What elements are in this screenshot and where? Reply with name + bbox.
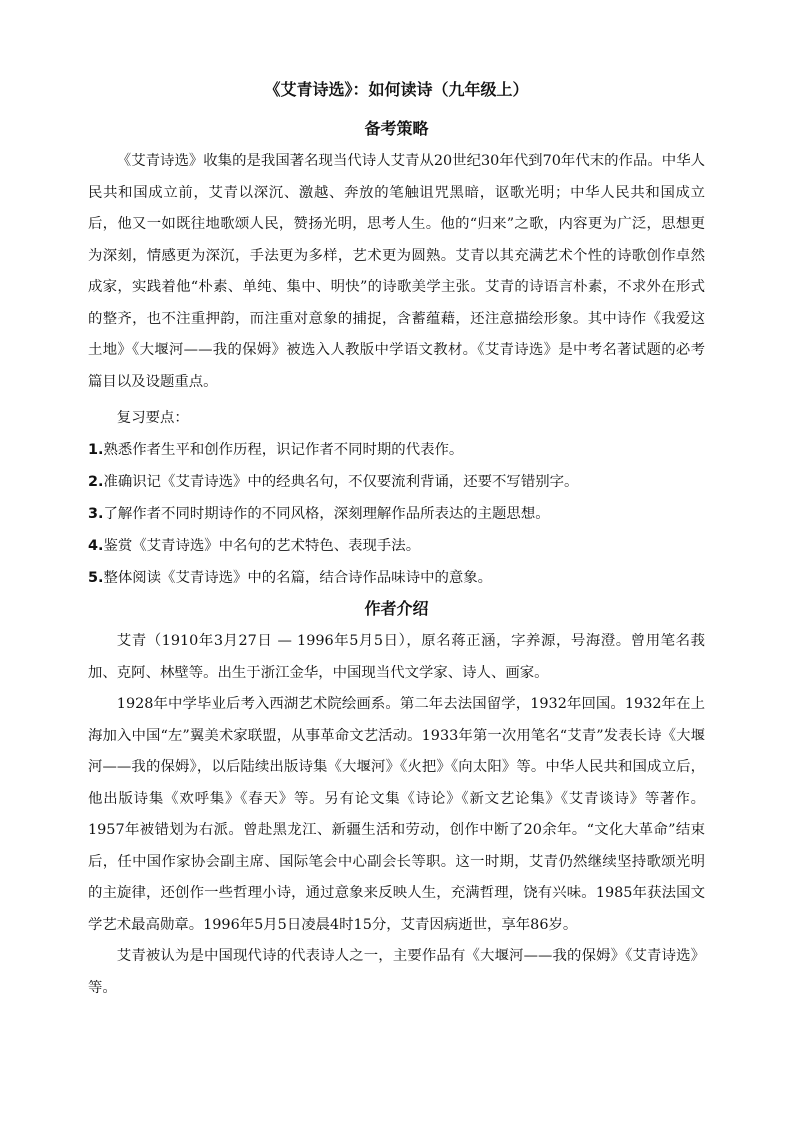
author-heading: 作者介绍: [364, 599, 429, 618]
author-paragraph-intro: 艾青（1910年3月27日 — 1996年5月5日），原名蒋正涵，字养源，号海澄。曾用笔名莪加、克阿、林壁等。出生于浙江金华，中国现当代文学家、诗人、画家。: [88, 633, 705, 681]
list-item-number: 4.: [88, 538, 104, 554]
document-title: 《艾青诗选》：如何读诗（九年级上）: [264, 80, 529, 99]
list-item-text: 整体阅读《艾青诗选》中的名篇，结合诗作品味诗中的意象。: [103, 570, 493, 586]
list-item-text: 了解作者不同时期诗作的不同风格，深刻理解作品所表达的主题思想。: [103, 506, 550, 522]
list-item-number: 2.: [88, 474, 104, 490]
list-item-number: 5.: [88, 570, 104, 586]
list-item: [88, 466, 705, 498]
list-item: [88, 530, 705, 562]
strategy-heading: 备考策略: [364, 119, 429, 138]
author-paragraph-summary: 艾青被认为是中国现代诗的代表诗人之一，主要作品有《大堰河——我的保姆》《艾青诗选》等。: [88, 948, 705, 996]
list-item-text: 鉴赏《艾青诗选》中名句的艺术特色、表现手法。: [103, 538, 421, 554]
list-item-text: 准确识记《艾青诗选》中的经典名句，不仅要流利背诵，还要不写错别字。: [103, 474, 579, 490]
list-item-number: 1.: [88, 442, 104, 458]
list-item-number: 3.: [88, 506, 104, 522]
list-item-text: 熟悉作者生平和创作历程，识记作者不同时期的代表作。: [103, 442, 464, 458]
document-page: [88, 72, 705, 1004]
list-item: [88, 498, 705, 530]
list-item: [88, 562, 705, 594]
list-item: [88, 434, 705, 466]
strategy-intro-paragraph: 《艾青诗选》收集的是我国著名现当代诗人艾青从20世纪30年代到70年代末的作品。中华人民共和国成立前，艾青以深沉、激越、奔放的笔触诅咒黑暗，讴歌光明；中华人民共和国成立后，他又一如既往地歌颂人民，赞扬光明，思考人生。他的“归来”之歌，内容更为广泛，思想更为深刻，情感更为深沉，手法更为多样，艺术更为圆熟。艾青以其充满艺术个性的诗歌创作卓然成家，实践着他“朴素、单纯、集中、明快”的诗歌美学主张。艾青的诗语言朴素，不求外在形式的整齐，也不注重押韵，而注重对意象的捕捉，含蓄蕴藉，还注意描绘形象。其中诗作《我爱这土地》《大堰河——我的保姆》被选入人教版中学语文教材。《艾青诗选》是中考名著试题的必考篇目以及设题重点。: [88, 153, 705, 390]
author-paragraph-biography: 1928年中学毕业后考入西湖艺术院绘画系。第二年去法国留学，1932年回国。1932年在上海加入中国“左”翼美术家联盟，从事革命文艺活动。1933年第一次用笔名“艾青”发表长诗《大堰河——我的保姆》，以后陆续出版诗集《大堰河》《火把》《向太阳》等。中华人民共和国成立后，他出版诗集《欢呼集》《春天》等。另有论文集《诗论》《新文艺论集》《艾青谈诗》等著作。1957年被错划为右派。曾赴黑龙江、新疆生活和劳动，创作中断了20余年。“文化大革命”结束后，任中国作家协会副主席、国际笔会中心副会长等职。这一时期，艾青仍然继续坚持歌颂光明的主旋律，还创作一些哲理小诗，通过意象来反映人生，充满哲理，饶有兴味。1985年获法国文学艺术最高勋章。1996年5月5日凌晨4时15分，艾青因病逝世，享年86岁。: [88, 696, 705, 933]
review-points-list: [88, 434, 705, 594]
review-points-label: 复习要点：: [116, 410, 189, 426]
